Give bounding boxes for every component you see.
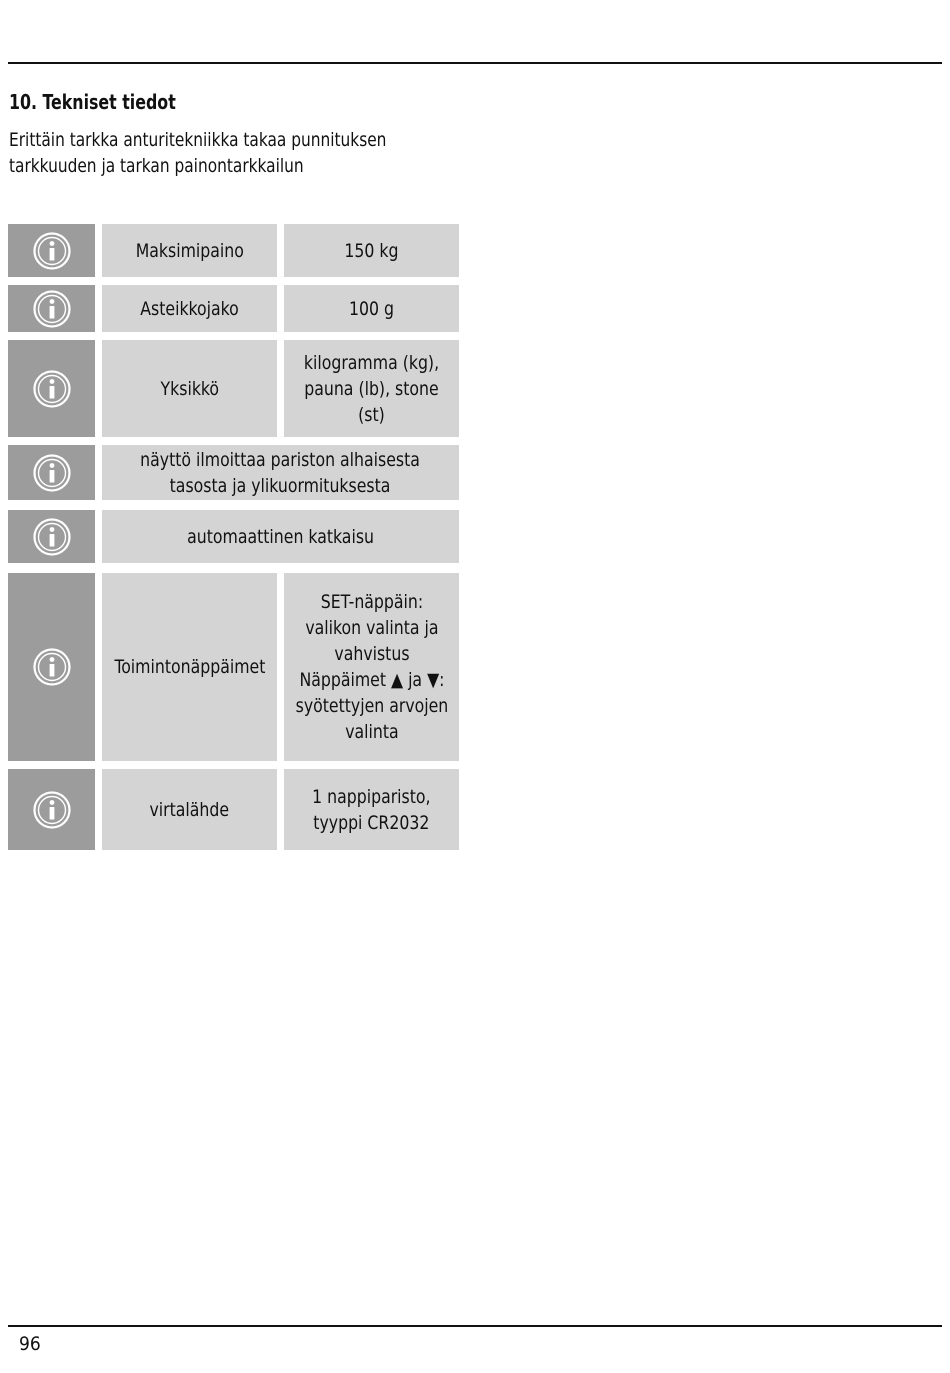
info-icon [32, 231, 72, 271]
section-heading: 10. Tekniset tiedot [9, 90, 176, 114]
info-icon-cell [8, 445, 95, 500]
spec-value: 100 g [284, 285, 459, 332]
spec-row [8, 340, 459, 437]
info-icon [32, 517, 72, 557]
spec-row [8, 769, 459, 850]
info-icon [32, 790, 72, 830]
spec-value: 150 kg [284, 224, 459, 277]
page-number: 96 [19, 1333, 41, 1355]
info-icon-cell [8, 285, 95, 332]
spec-label: Maksimipaino [102, 224, 277, 277]
info-icon-cell [8, 769, 95, 850]
info-icon-cell [8, 224, 95, 277]
spec-label: virtalähde [102, 769, 277, 850]
info-icon [32, 369, 72, 409]
spec-value: SET-näppäin: valikon valinta ja vahvistus Näppäimet ▲ ja ▼: syötettyjen arvojen valinta [284, 573, 459, 761]
info-icon-cell [8, 573, 95, 761]
spec-row [8, 285, 459, 332]
intro-text [9, 127, 386, 179]
intro-line: Erittäin tarkka anturitekniikka takaa punnituksen [9, 129, 387, 151]
intro-line: tarkkuuden ja tarkan painontarkkailun [9, 155, 304, 177]
spec-label: Toimintonäppäimet [102, 573, 277, 761]
info-icon [32, 647, 72, 687]
spec-note: automaattinen katkaisu [102, 510, 459, 563]
info-icon [32, 289, 72, 329]
info-icon [32, 453, 72, 493]
spec-row [8, 445, 459, 500]
spec-note: näyttö ilmoittaa pariston alhaisesta tasosta ja ylikuormituksesta [102, 445, 459, 500]
spec-value: kilogramma (kg), pauna (lb), stone (st) [284, 340, 459, 437]
spec-label: Asteikkojako [102, 285, 277, 332]
spec-row [8, 224, 459, 277]
spec-row [8, 510, 459, 563]
info-icon-cell [8, 510, 95, 563]
header-rule [8, 62, 942, 64]
spec-label: Yksikkö [102, 340, 277, 437]
footer-rule [8, 1325, 942, 1327]
spec-row [8, 573, 459, 761]
spec-value: 1 nappiparisto, tyyppi CR2032 [284, 769, 459, 850]
info-icon-cell [8, 340, 95, 437]
